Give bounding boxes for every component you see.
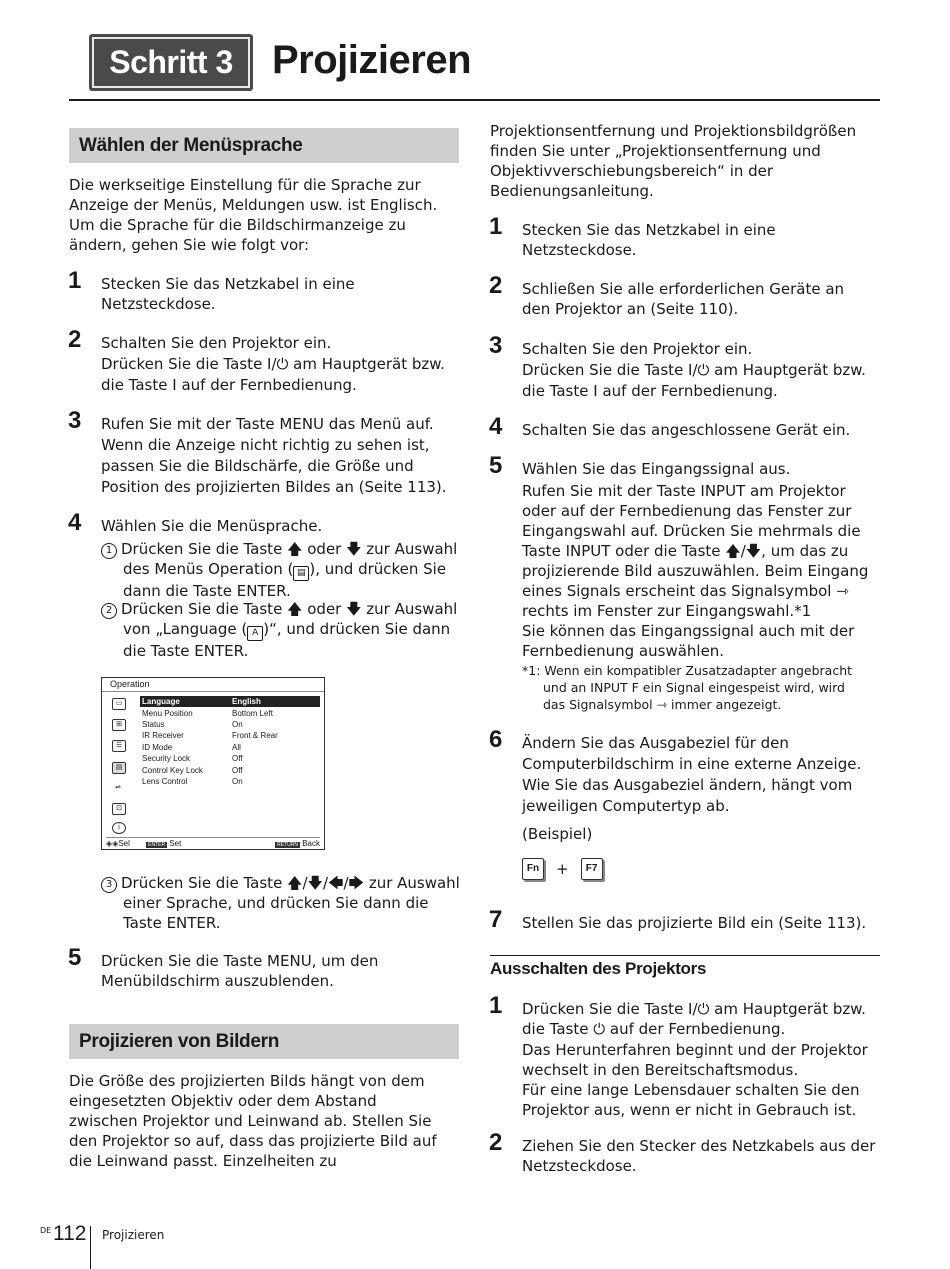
language-icon: A: [247, 626, 263, 641]
step-text: Drücken Sie die Taste MENU, um den Menübildschirm auszublenden.: [101, 952, 379, 990]
step-number: 1: [489, 992, 503, 1019]
operation-icon: ▤: [112, 762, 126, 774]
section-heading-menu-language: Wählen der Menüsprache: [69, 128, 459, 163]
divider: [490, 955, 880, 956]
footer-language: DE: [40, 1226, 52, 1235]
menu-row: Control Key Lock Off: [142, 766, 243, 775]
key-combo: [522, 858, 603, 880]
page-number: 112: [53, 1222, 87, 1245]
footnote: *1: Wenn ein kompatibler Zusatzadapter angebracht und an INPUT F ein Signal eingespeist wird, wird das Signalsymbol ⇾ immer angezeigt.: [522, 663, 853, 712]
title-rule: [69, 99, 880, 101]
step-text: Ziehen Sie den Stecker des Netzkabels aus der Netzsteckdose.: [522, 1137, 876, 1175]
circled-number: 1: [101, 543, 117, 559]
menu-row: IR Receiver Front & Rear: [142, 731, 278, 740]
info-icon: i: [112, 822, 126, 834]
operation-menu-icon: ▤: [293, 566, 309, 581]
step-number: 3: [68, 407, 82, 434]
arrow-keys-icon: ◈◈: [106, 839, 119, 848]
menu-row: Status On: [142, 720, 243, 729]
step-text: Ändern Sie das Ausgabeziel für den Computerbildschirm in eine externe Anzeige. Wie Sie das Ausgabeziel ändern, hängt vom jeweiligen Computertyp ab.: [522, 734, 862, 815]
substep: 3 Drücken Sie die Taste 🡅/🡇/🡄/🡆 zur Auswahl einer Sprache, und drücken Sie dann die Taste ENTER.: [101, 873, 463, 933]
projection-paragraph: Die Größe des projizierten Bilds hängt von dem eingesetzten Objektiv oder dem Abstand zwischen Projektor und Leinwand ab. Stellen Sie den Projektor so auf, dass das projizierte Bild auf die Leinwand passt. Einzelheiten zu: [69, 1072, 437, 1170]
step-number: 2: [489, 272, 503, 299]
footer-section: Projizieren: [102, 1228, 165, 1242]
screen-icon: ⊞: [112, 719, 126, 731]
menu-sidebar: [102, 692, 134, 836]
f7-key-icon: F7: [581, 858, 603, 880]
intro-paragraph: Die werkseitige Einstellung für die Sprache zur Anzeige der Menüs, Meldungen usw. ist Englisch. Um die Sprache für die Bildschirmanzeige zu ändern, gehen Sie wie folgt vor:: [69, 176, 438, 254]
step-text: Stecken Sie das Netzkabel in eine Netzsteckdose.: [522, 221, 776, 259]
menu-footer: ◈◈Sel ENTER Set RETURN Back: [106, 839, 320, 848]
operation-menu-screenshot: [101, 677, 325, 850]
step-badge: [89, 34, 253, 91]
menu-row-language: Language English: [140, 696, 320, 707]
step-text: Drücken Sie die Taste I/⏻ am Hauptgerät bzw. die Taste ⏻ auf der Fernbedienung. Das Herunterfahren beginnt und der Projektor wechselt in den Bereitschaftsmodus. Für eine lange Lebensdauer schalten Sie den Projektor aus, wenn er nicht in Gebrauch ist.: [522, 1000, 868, 1119]
step-number: 4: [489, 413, 503, 440]
step-number: 2: [489, 1129, 503, 1156]
step-text: Schließen Sie alle erforderlichen Geräte an den Projektor an (Seite 110).: [522, 280, 845, 318]
setup-icon: ☰: [112, 740, 126, 752]
step-number: 2: [68, 326, 82, 353]
step-number: 1: [68, 267, 82, 294]
picture-icon: ▭: [112, 698, 126, 710]
step-text: Schalten Sie den Projektor ein. Drücken Sie die Taste I/⏻ am Hauptgerät bzw. die Taste I auf der Fernbedienung.: [522, 340, 866, 400]
fn-key-icon: Fn: [522, 858, 544, 880]
step-number: 6: [489, 726, 503, 753]
step-text: Schalten Sie den Projektor ein. Drücken Sie die Taste I/⏻ am Hauptgerät bzw. die Taste I auf der Fernbedienung.: [101, 334, 445, 394]
step-number: 5: [489, 452, 503, 479]
menu-header: Operation: [102, 678, 324, 692]
step-number: 7: [489, 906, 503, 933]
input-icon: ⊡: [112, 803, 126, 815]
projection-distance-paragraph: Projektionsentfernung und Projektionsbildgrößen finden Sie unter „Projektionsentfernung und Objektivverschiebungsbereich“ in der Bedienungsanleitung.: [490, 122, 857, 200]
circled-number: 3: [101, 877, 117, 893]
step-text: Stecken Sie das Netzkabel in eine Netzsteckdose.: [101, 275, 355, 313]
menu-row: Security Lock Off: [142, 754, 243, 763]
plus-sign: +: [556, 860, 569, 878]
menu-row: Menu Position Bottom Left: [142, 709, 273, 718]
enter-key-icon: ENTER: [148, 842, 166, 848]
substep: 2 Drücken Sie die Taste 🡅 oder 🡇 zur Auswahl von „Language ( A )“, und drücken Sie dann die Taste ENTER.: [101, 599, 463, 661]
page-title: Projizieren: [272, 38, 472, 82]
step-text: Stellen Sie das projizierte Bild ein (Seite 113).: [522, 914, 867, 932]
step-number: 1: [489, 213, 503, 240]
step-text: Schalten Sie das angeschlossene Gerät ein.: [522, 421, 851, 439]
subsection-heading-power-off: Ausschalten des Projektors: [490, 959, 707, 978]
circled-number: 2: [101, 603, 117, 619]
step-text: Wählen Sie das Eingangssignal aus. Rufen Sie mit der Taste INPUT am Projektor oder auf der Fernbedienung das Fenster zur Eingangswahl auf. Drücken Sie mehrmals die Taste INPUT oder die Taste 🡅/🡇, um das zu projizierende Bild auszuwählen. Beim Eingang eines Signals erscheint das Signalsymbol ⇾ rechts im Fenster zur Eingangswahl.*1 Sie können das Eingangssignal auch mit der Fernbedienung auswählen.: [522, 460, 869, 660]
step-text: Rufen Sie mit der Taste MENU das Menü auf. Wenn die Anzeige nicht richtig zu sehen ist, passen Sie die Bildschärfe, die Größe und Position des projizierten Bildes an (Seite 113).: [101, 415, 447, 496]
menu-row: ID Mode All: [142, 743, 241, 752]
menu-row: Lens Control On: [142, 777, 243, 786]
step-number: 5: [68, 944, 82, 971]
step-text: Wählen Sie die Menüsprache.: [101, 517, 323, 535]
section-heading-projecting: Projizieren von Bildern: [69, 1024, 459, 1059]
step-badge-label: Schritt 3: [92, 37, 250, 88]
connection-icon: ⇌: [115, 784, 121, 791]
example-label: (Beispiel): [522, 825, 593, 843]
return-key-icon: RETURN: [277, 842, 298, 848]
substep: 1 Drücken Sie die Taste 🡅 oder 🡇 zur Auswahl des Menüs Operation ( ▤ ), und drücken Sie dann die Taste ENTER.: [101, 539, 463, 601]
step-number: 3: [489, 332, 503, 359]
footer-divider: [90, 1226, 91, 1269]
step-number: 4: [68, 509, 82, 536]
